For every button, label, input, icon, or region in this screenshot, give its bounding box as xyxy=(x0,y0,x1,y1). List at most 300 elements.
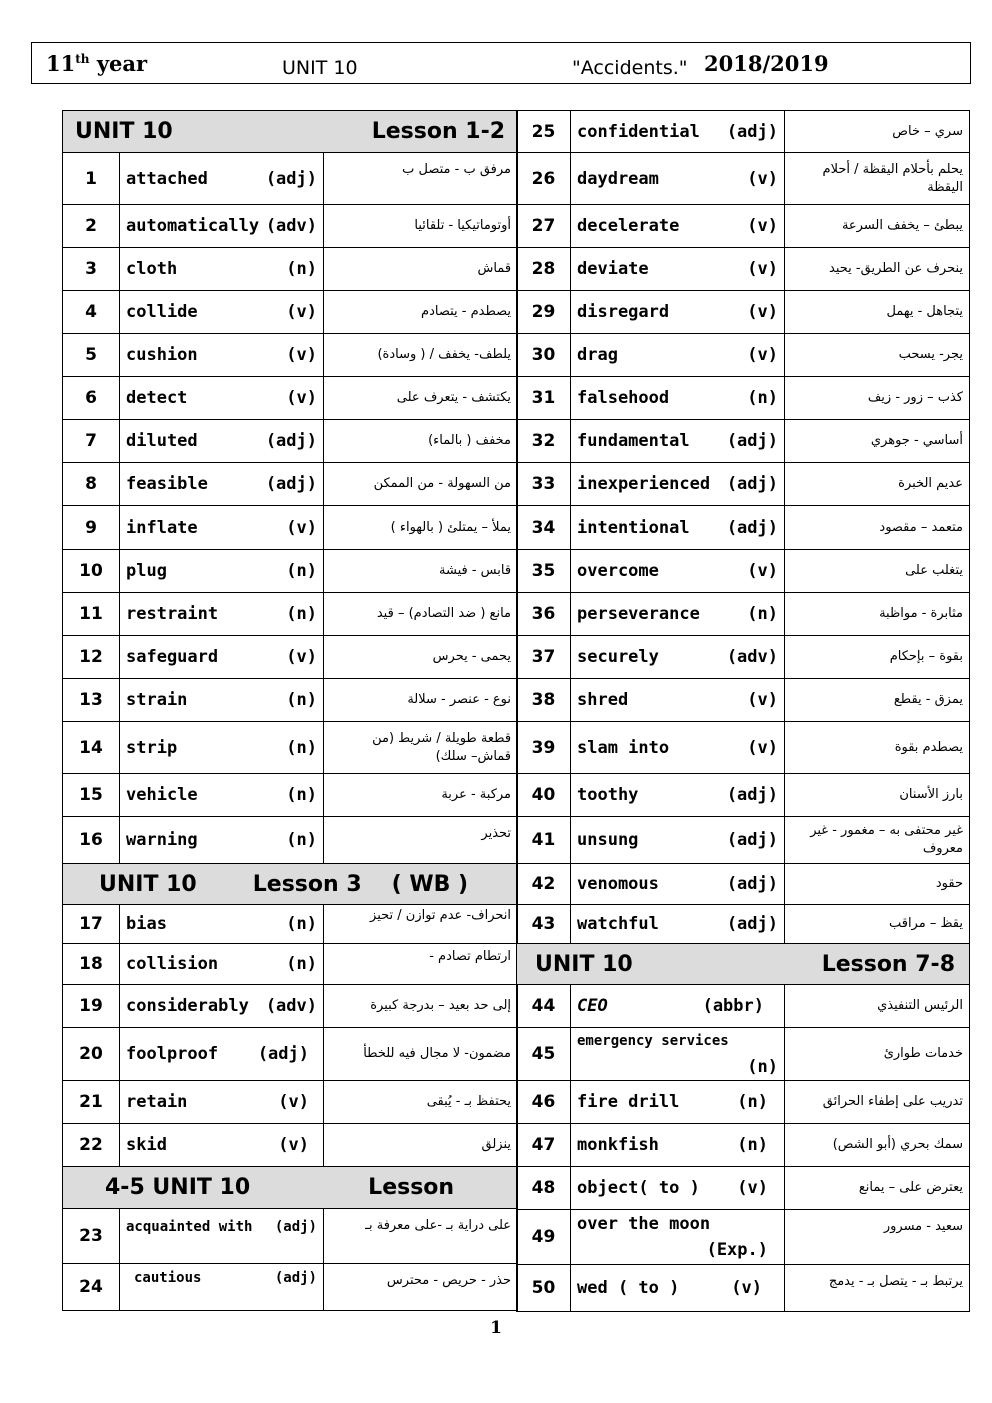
entry-number: 30 xyxy=(517,334,571,377)
vocab-row xyxy=(63,506,518,550)
arabic-meaning: خدمات طوارئ xyxy=(785,1028,970,1081)
vocab-row xyxy=(517,205,970,248)
unit-title: UNIT 10 xyxy=(282,57,358,79)
english-word xyxy=(571,334,785,377)
entry-number: 40 xyxy=(517,774,571,817)
arabic-meaning: يصطدم - يتصادم xyxy=(324,291,518,334)
vocab-row xyxy=(517,593,970,636)
word-text: monkfish xyxy=(577,1135,659,1155)
part-of-speech: (adv) xyxy=(726,647,778,667)
word-text: CEO xyxy=(577,996,608,1016)
entry-number: 43 xyxy=(517,905,571,944)
vocab-row xyxy=(63,1209,518,1264)
arabic-meaning: تحذير xyxy=(324,817,518,864)
vocab-row xyxy=(517,985,970,1028)
part-of-speech: (v) xyxy=(286,388,317,408)
entry-number: 5 xyxy=(63,334,120,377)
vocab-row xyxy=(517,377,970,420)
part-of-speech: (v) xyxy=(278,1135,309,1155)
entry-number: 31 xyxy=(517,377,571,420)
word-text: restraint xyxy=(126,604,219,624)
arabic-meaning: ينحرف عن الطريق- يحيد xyxy=(785,248,970,291)
word-text: collision xyxy=(126,954,219,974)
part-of-speech: (adj) xyxy=(265,431,317,451)
arabic-meaning: حقود xyxy=(785,864,970,905)
entry-number: 8 xyxy=(63,463,120,506)
entry-number: 1 xyxy=(63,153,120,205)
part-of-speech: (adj) xyxy=(274,1270,317,1286)
section-lesson: Lesson 7-8 xyxy=(821,951,955,977)
arabic-meaning: يحمى - يحرس xyxy=(324,636,518,679)
part-of-speech: (n) xyxy=(286,259,317,279)
entry-number: 17 xyxy=(63,905,120,944)
entry-number: 18 xyxy=(63,944,120,985)
entry-number: 37 xyxy=(517,636,571,679)
entry-number: 28 xyxy=(517,248,571,291)
part-of-speech: (n) xyxy=(747,388,778,408)
word-text: inflate xyxy=(126,517,198,538)
word-text: acquainted with xyxy=(126,1219,253,1235)
word-text: securely xyxy=(577,647,659,667)
part-of-speech: (adv) xyxy=(265,996,317,1016)
english-word xyxy=(120,420,324,463)
vocab-row xyxy=(517,1081,970,1124)
arabic-meaning: قابس - فيشة xyxy=(324,550,518,593)
arabic-meaning: يتغلب على xyxy=(785,550,970,593)
part-of-speech: (n) xyxy=(286,785,317,805)
vocab-row xyxy=(63,248,518,291)
part-of-speech: (abbr) xyxy=(702,996,764,1016)
part-of-speech: (adj) xyxy=(726,785,778,805)
english-word xyxy=(571,722,785,774)
part-of-speech: (adj) xyxy=(265,474,317,494)
english-word xyxy=(571,377,785,420)
entry-number: 48 xyxy=(517,1167,571,1210)
word-text: object( to ) xyxy=(577,1178,700,1198)
vocab-row xyxy=(517,420,970,463)
section-header-lesson-7-8 xyxy=(517,944,970,985)
vocab-row xyxy=(63,377,518,420)
part-of-speech: (v) xyxy=(747,345,778,365)
word-text: skid xyxy=(126,1135,167,1155)
word-text: overcome xyxy=(577,561,659,581)
entry-number: 13 xyxy=(63,679,120,722)
word-text: venomous xyxy=(577,874,659,894)
word-text: considerably xyxy=(126,996,249,1016)
vocab-row xyxy=(517,636,970,679)
entry-number: 3 xyxy=(63,248,120,291)
word-text: watchful xyxy=(577,914,659,934)
vocab-row xyxy=(517,334,970,377)
part-of-speech: (n) xyxy=(286,914,317,934)
english-word xyxy=(120,1209,324,1264)
word-text: slam into xyxy=(577,737,670,758)
english-word xyxy=(120,153,324,205)
arabic-meaning: يقظ – مراقب xyxy=(785,905,970,944)
word-text: strip xyxy=(126,737,178,758)
english-word xyxy=(571,774,785,817)
arabic-meaning: مرفق ب - متصل ب xyxy=(324,153,518,205)
english-word xyxy=(571,864,785,905)
english-word xyxy=(571,111,785,153)
word-text: plug xyxy=(126,561,167,581)
vocab-row xyxy=(63,774,518,817)
section-lesson: Lesson 1-2 xyxy=(371,119,506,144)
arabic-meaning: يلطف- يخفف / ( وسادة) xyxy=(324,334,518,377)
part-of-speech: (adj) xyxy=(265,168,317,189)
word-text: daydream xyxy=(577,168,659,189)
vocab-row xyxy=(517,864,970,905)
section-header-lesson-4-5 xyxy=(63,1167,518,1209)
vocab-table-left xyxy=(62,110,518,1311)
entry-number: 21 xyxy=(63,1081,120,1124)
part-of-speech: (adj) xyxy=(726,517,778,538)
part-of-speech: (Exp.) xyxy=(706,1240,768,1260)
part-of-speech: (n) xyxy=(286,604,317,624)
vocab-row xyxy=(63,679,518,722)
vocab-row xyxy=(63,1124,518,1167)
english-word xyxy=(120,679,324,722)
english-word xyxy=(120,550,324,593)
entry-number: 16 xyxy=(63,817,120,864)
english-word xyxy=(571,1265,785,1312)
word-text: wed ( to ) xyxy=(577,1278,680,1298)
part-of-speech: (n) xyxy=(747,604,778,624)
word-text: unsung xyxy=(577,830,639,850)
word-text: cushion xyxy=(126,345,198,365)
vocab-row xyxy=(63,985,518,1028)
part-of-speech: (adj) xyxy=(274,1219,317,1235)
english-word xyxy=(571,905,785,944)
entry-number: 12 xyxy=(63,636,120,679)
part-of-speech: (adj) xyxy=(726,830,778,850)
part-of-speech: (adj) xyxy=(726,474,778,494)
part-of-speech: (n) xyxy=(737,1135,768,1155)
english-word xyxy=(120,817,324,864)
part-of-speech: (v) xyxy=(731,1278,762,1298)
entry-number: 11 xyxy=(63,593,120,636)
word-text: drag xyxy=(577,345,618,365)
vocab-row xyxy=(517,1028,970,1081)
arabic-meaning: تدريب على إطفاء الحرائق xyxy=(785,1081,970,1124)
word-text: cloth xyxy=(126,259,178,279)
arabic-meaning: بقوة – بإحكام xyxy=(785,636,970,679)
vocab-row xyxy=(517,905,970,944)
section-unit: UNIT 10 xyxy=(152,1175,251,1200)
word-text: attached xyxy=(126,168,208,189)
entry-number: 20 xyxy=(63,1028,120,1081)
part-of-speech: (v) xyxy=(747,168,778,189)
english-word: over the moon (Exp.) xyxy=(571,1210,785,1265)
english-word xyxy=(571,550,785,593)
entry-number: 7 xyxy=(63,420,120,463)
vocab-row xyxy=(63,550,518,593)
word-text: deviate xyxy=(577,259,649,279)
school-year: 11th year xyxy=(46,51,148,76)
english-word xyxy=(571,1124,785,1167)
english-word xyxy=(120,636,324,679)
word-text: safeguard xyxy=(126,647,219,667)
section-prefix: 4-5 xyxy=(105,1175,145,1200)
part-of-speech: (adv) xyxy=(265,216,317,236)
arabic-meaning: كذب – زور - زيف xyxy=(785,377,970,420)
word-text: intentional xyxy=(577,517,690,538)
entry-number: 9 xyxy=(63,506,120,550)
word-text: perseverance xyxy=(577,604,700,624)
english-word xyxy=(571,593,785,636)
english-word xyxy=(571,205,785,248)
vocab-row xyxy=(63,463,518,506)
english-word xyxy=(571,1167,785,1210)
entry-number: 24 xyxy=(63,1264,120,1311)
english-word xyxy=(120,985,324,1028)
arabic-meaning: يبطئ – يخفف السرعة xyxy=(785,205,970,248)
arabic-meaning: يكتشف - يتعرف على xyxy=(324,377,518,420)
part-of-speech: (v) xyxy=(286,302,317,322)
vocab-row xyxy=(63,1264,518,1311)
english-word xyxy=(571,463,785,506)
entry-number: 26 xyxy=(517,153,571,205)
word-text: strain xyxy=(126,690,188,710)
section-lesson: Lesson xyxy=(368,1175,455,1200)
part-of-speech: (v) xyxy=(286,647,317,667)
vocab-row xyxy=(517,463,970,506)
word-text: collide xyxy=(126,302,198,322)
arabic-meaning: يصطدم بقوة xyxy=(785,722,970,774)
english-word xyxy=(571,679,785,722)
english-word xyxy=(120,1081,324,1124)
entry-number: 50 xyxy=(517,1265,571,1312)
vocab-row xyxy=(63,205,518,248)
section-extra: ( WB ) xyxy=(391,871,469,897)
part-of-speech: (adj) xyxy=(726,121,778,142)
word-text: retain xyxy=(126,1092,188,1112)
page-header xyxy=(31,42,971,84)
english-word xyxy=(120,334,324,377)
entry-number: 29 xyxy=(517,291,571,334)
english-word xyxy=(571,248,785,291)
part-of-speech: (v) xyxy=(747,561,778,581)
vocab-row xyxy=(517,248,970,291)
english-word xyxy=(571,636,785,679)
entry-number: 33 xyxy=(517,463,571,506)
entry-number: 38 xyxy=(517,679,571,722)
arabic-meaning: سمك بحري (أبو الشص) xyxy=(785,1124,970,1167)
arabic-meaning: انحراف- عدم توازن / تحيز xyxy=(324,905,518,944)
vocab-row xyxy=(517,550,970,593)
word-text: foolproof xyxy=(126,1044,219,1064)
page-number: 1 xyxy=(490,1318,502,1338)
arabic-meaning: عديم الخبرة xyxy=(785,463,970,506)
vocab-row xyxy=(63,905,518,944)
entry-number: 46 xyxy=(517,1081,571,1124)
english-word xyxy=(120,377,324,420)
arabic-meaning: يجر- يسحب xyxy=(785,334,970,377)
academic-years: 2018/2019 xyxy=(704,51,829,76)
english-word xyxy=(120,774,324,817)
vocab-table-right xyxy=(516,110,970,1312)
part-of-speech: (n) xyxy=(286,830,317,850)
arabic-meaning: إلى حد بعيد – بدرجة كبيرة xyxy=(324,985,518,1028)
section-header-lesson-3 xyxy=(63,864,518,905)
vocab-row xyxy=(517,111,970,153)
english-word xyxy=(120,1124,324,1167)
arabic-meaning: سري – خاص xyxy=(785,111,970,153)
word-text: decelerate xyxy=(577,216,680,236)
word-text: bias xyxy=(126,914,167,934)
arabic-meaning: ارتطام تصادم - xyxy=(324,944,518,985)
english-word xyxy=(120,593,324,636)
part-of-speech: (v) xyxy=(747,216,778,236)
word-text: falsehood xyxy=(577,388,670,408)
entry-number: 25 xyxy=(517,111,571,153)
vocab-row xyxy=(63,153,518,205)
english-word xyxy=(120,1264,324,1311)
part-of-speech: (v) xyxy=(737,1178,768,1198)
arabic-meaning: يحتفظ بـ - يُبقى xyxy=(324,1081,518,1124)
part-of-speech: (v) xyxy=(747,690,778,710)
vocab-row xyxy=(517,679,970,722)
entry-number: 14 xyxy=(63,722,120,774)
entry-number: 32 xyxy=(517,420,571,463)
arabic-meaning: مخفف ( بالماء) xyxy=(324,420,518,463)
part-of-speech: (n) xyxy=(286,954,317,974)
english-word xyxy=(120,205,324,248)
arabic-meaning: الرئيس التنفيذي xyxy=(785,985,970,1028)
word-text: cautious xyxy=(134,1270,202,1286)
vocab-row xyxy=(517,1265,970,1312)
arabic-meaning: يملأ – يمتلئ ( بالهواء ) xyxy=(324,506,518,550)
vocab-row xyxy=(63,722,518,774)
part-of-speech: (n) xyxy=(286,561,317,581)
arabic-meaning: مضمون- لا مجال فيه للخطأ xyxy=(324,1028,518,1081)
entry-number: 44 xyxy=(517,985,571,1028)
english-word xyxy=(571,1081,785,1124)
entry-number: 42 xyxy=(517,864,571,905)
entry-number: 41 xyxy=(517,817,571,864)
section-header-lesson-1-2 xyxy=(63,111,518,153)
entry-number: 47 xyxy=(517,1124,571,1167)
word-text: fundamental xyxy=(577,431,690,451)
arabic-meaning: من السهولة - من الممكن xyxy=(324,463,518,506)
entry-number: 23 xyxy=(63,1209,120,1264)
english-word: emergency services (n) xyxy=(571,1028,785,1081)
entry-number: 22 xyxy=(63,1124,120,1167)
english-word xyxy=(120,463,324,506)
english-word xyxy=(120,248,324,291)
part-of-speech: (adj) xyxy=(726,874,778,894)
entry-number: 19 xyxy=(63,985,120,1028)
english-word xyxy=(571,817,785,864)
word-text: feasible xyxy=(126,474,208,494)
word-text: diluted xyxy=(126,431,198,451)
english-word xyxy=(120,1028,324,1081)
arabic-meaning: نوع - عنصر - سلالة xyxy=(324,679,518,722)
english-word xyxy=(120,291,324,334)
english-word xyxy=(571,291,785,334)
part-of-speech: (v) xyxy=(278,1092,309,1112)
arabic-meaning: يحلم بأحلام اليقظة / أحلام اليقظة xyxy=(785,153,970,205)
part-of-speech: (n) xyxy=(286,690,317,710)
english-word xyxy=(571,506,785,550)
entry-number: 49 xyxy=(517,1210,571,1265)
vocab-row xyxy=(517,774,970,817)
entry-number: 34 xyxy=(517,506,571,550)
word-text: warning xyxy=(126,830,198,850)
vocab-row xyxy=(63,334,518,377)
english-word xyxy=(120,506,324,550)
vocab-row xyxy=(63,636,518,679)
entry-number: 39 xyxy=(517,722,571,774)
entry-number: 2 xyxy=(63,205,120,248)
vocab-row xyxy=(63,593,518,636)
english-word xyxy=(571,420,785,463)
word-text: detect xyxy=(126,388,188,408)
vocab-row xyxy=(517,722,970,774)
vocab-row xyxy=(517,1210,970,1265)
vocab-row xyxy=(517,1124,970,1167)
section-lesson: Lesson 3 xyxy=(252,871,362,897)
part-of-speech: (v) xyxy=(286,345,317,365)
word-text: toothy xyxy=(577,785,639,805)
arabic-meaning: غير محتفى به – مغمور - غير معروف xyxy=(785,817,970,864)
vocab-row xyxy=(63,291,518,334)
english-word xyxy=(571,153,785,205)
english-word xyxy=(571,985,785,1028)
vocab-row xyxy=(63,1081,518,1124)
arabic-meaning: ينزلق xyxy=(324,1124,518,1167)
arabic-meaning: يرتبط بـ - يتصل بـ - يدمج xyxy=(785,1265,970,1312)
part-of-speech: (n) xyxy=(286,737,317,758)
word-text: automatically xyxy=(126,216,260,236)
entry-number: 6 xyxy=(63,377,120,420)
vocab-row xyxy=(63,817,518,864)
part-of-speech: (n) xyxy=(747,1057,778,1077)
section-unit: UNIT 10 xyxy=(535,951,633,977)
vocab-row xyxy=(63,944,518,985)
arabic-meaning: بارز الأسنان xyxy=(785,774,970,817)
english-word xyxy=(120,944,324,985)
vocab-row xyxy=(63,1028,518,1081)
arabic-meaning: قطعة طويلة / شريط (من قماش– سلك) xyxy=(324,722,518,774)
entry-number: 35 xyxy=(517,550,571,593)
arabic-meaning: مانع ( ضد التصادم) – قيد xyxy=(324,593,518,636)
entry-number: 45 xyxy=(517,1028,571,1081)
word-text: inexperienced xyxy=(577,474,711,494)
part-of-speech: (adj) xyxy=(726,431,778,451)
vocab-row xyxy=(517,153,970,205)
part-of-speech: (adj) xyxy=(257,1044,309,1064)
vocab-row xyxy=(517,291,970,334)
part-of-speech: (v) xyxy=(286,517,317,538)
section-unit: UNIT 10 xyxy=(99,871,197,897)
entry-number: 27 xyxy=(517,205,571,248)
arabic-meaning: أوتوماتيكيا - تلقائيا xyxy=(324,205,518,248)
entry-number: 15 xyxy=(63,774,120,817)
word-text: shred xyxy=(577,690,629,710)
arabic-meaning: مثابرة - مواظبة xyxy=(785,593,970,636)
arabic-meaning: على دراية بـ -على معرفة بـ xyxy=(324,1209,518,1264)
arabic-meaning: يتجاهل - يهمل xyxy=(785,291,970,334)
word-text: vehicle xyxy=(126,785,198,805)
word-text: confidential xyxy=(577,121,700,142)
vocab-row xyxy=(63,420,518,463)
arabic-meaning: يعترض على – يمانع xyxy=(785,1167,970,1210)
arabic-meaning: سعيد - مسرور xyxy=(785,1210,970,1265)
arabic-meaning: متعمد – مقصود xyxy=(785,506,970,550)
part-of-speech: (adj) xyxy=(726,914,778,934)
arabic-meaning: قماش xyxy=(324,248,518,291)
